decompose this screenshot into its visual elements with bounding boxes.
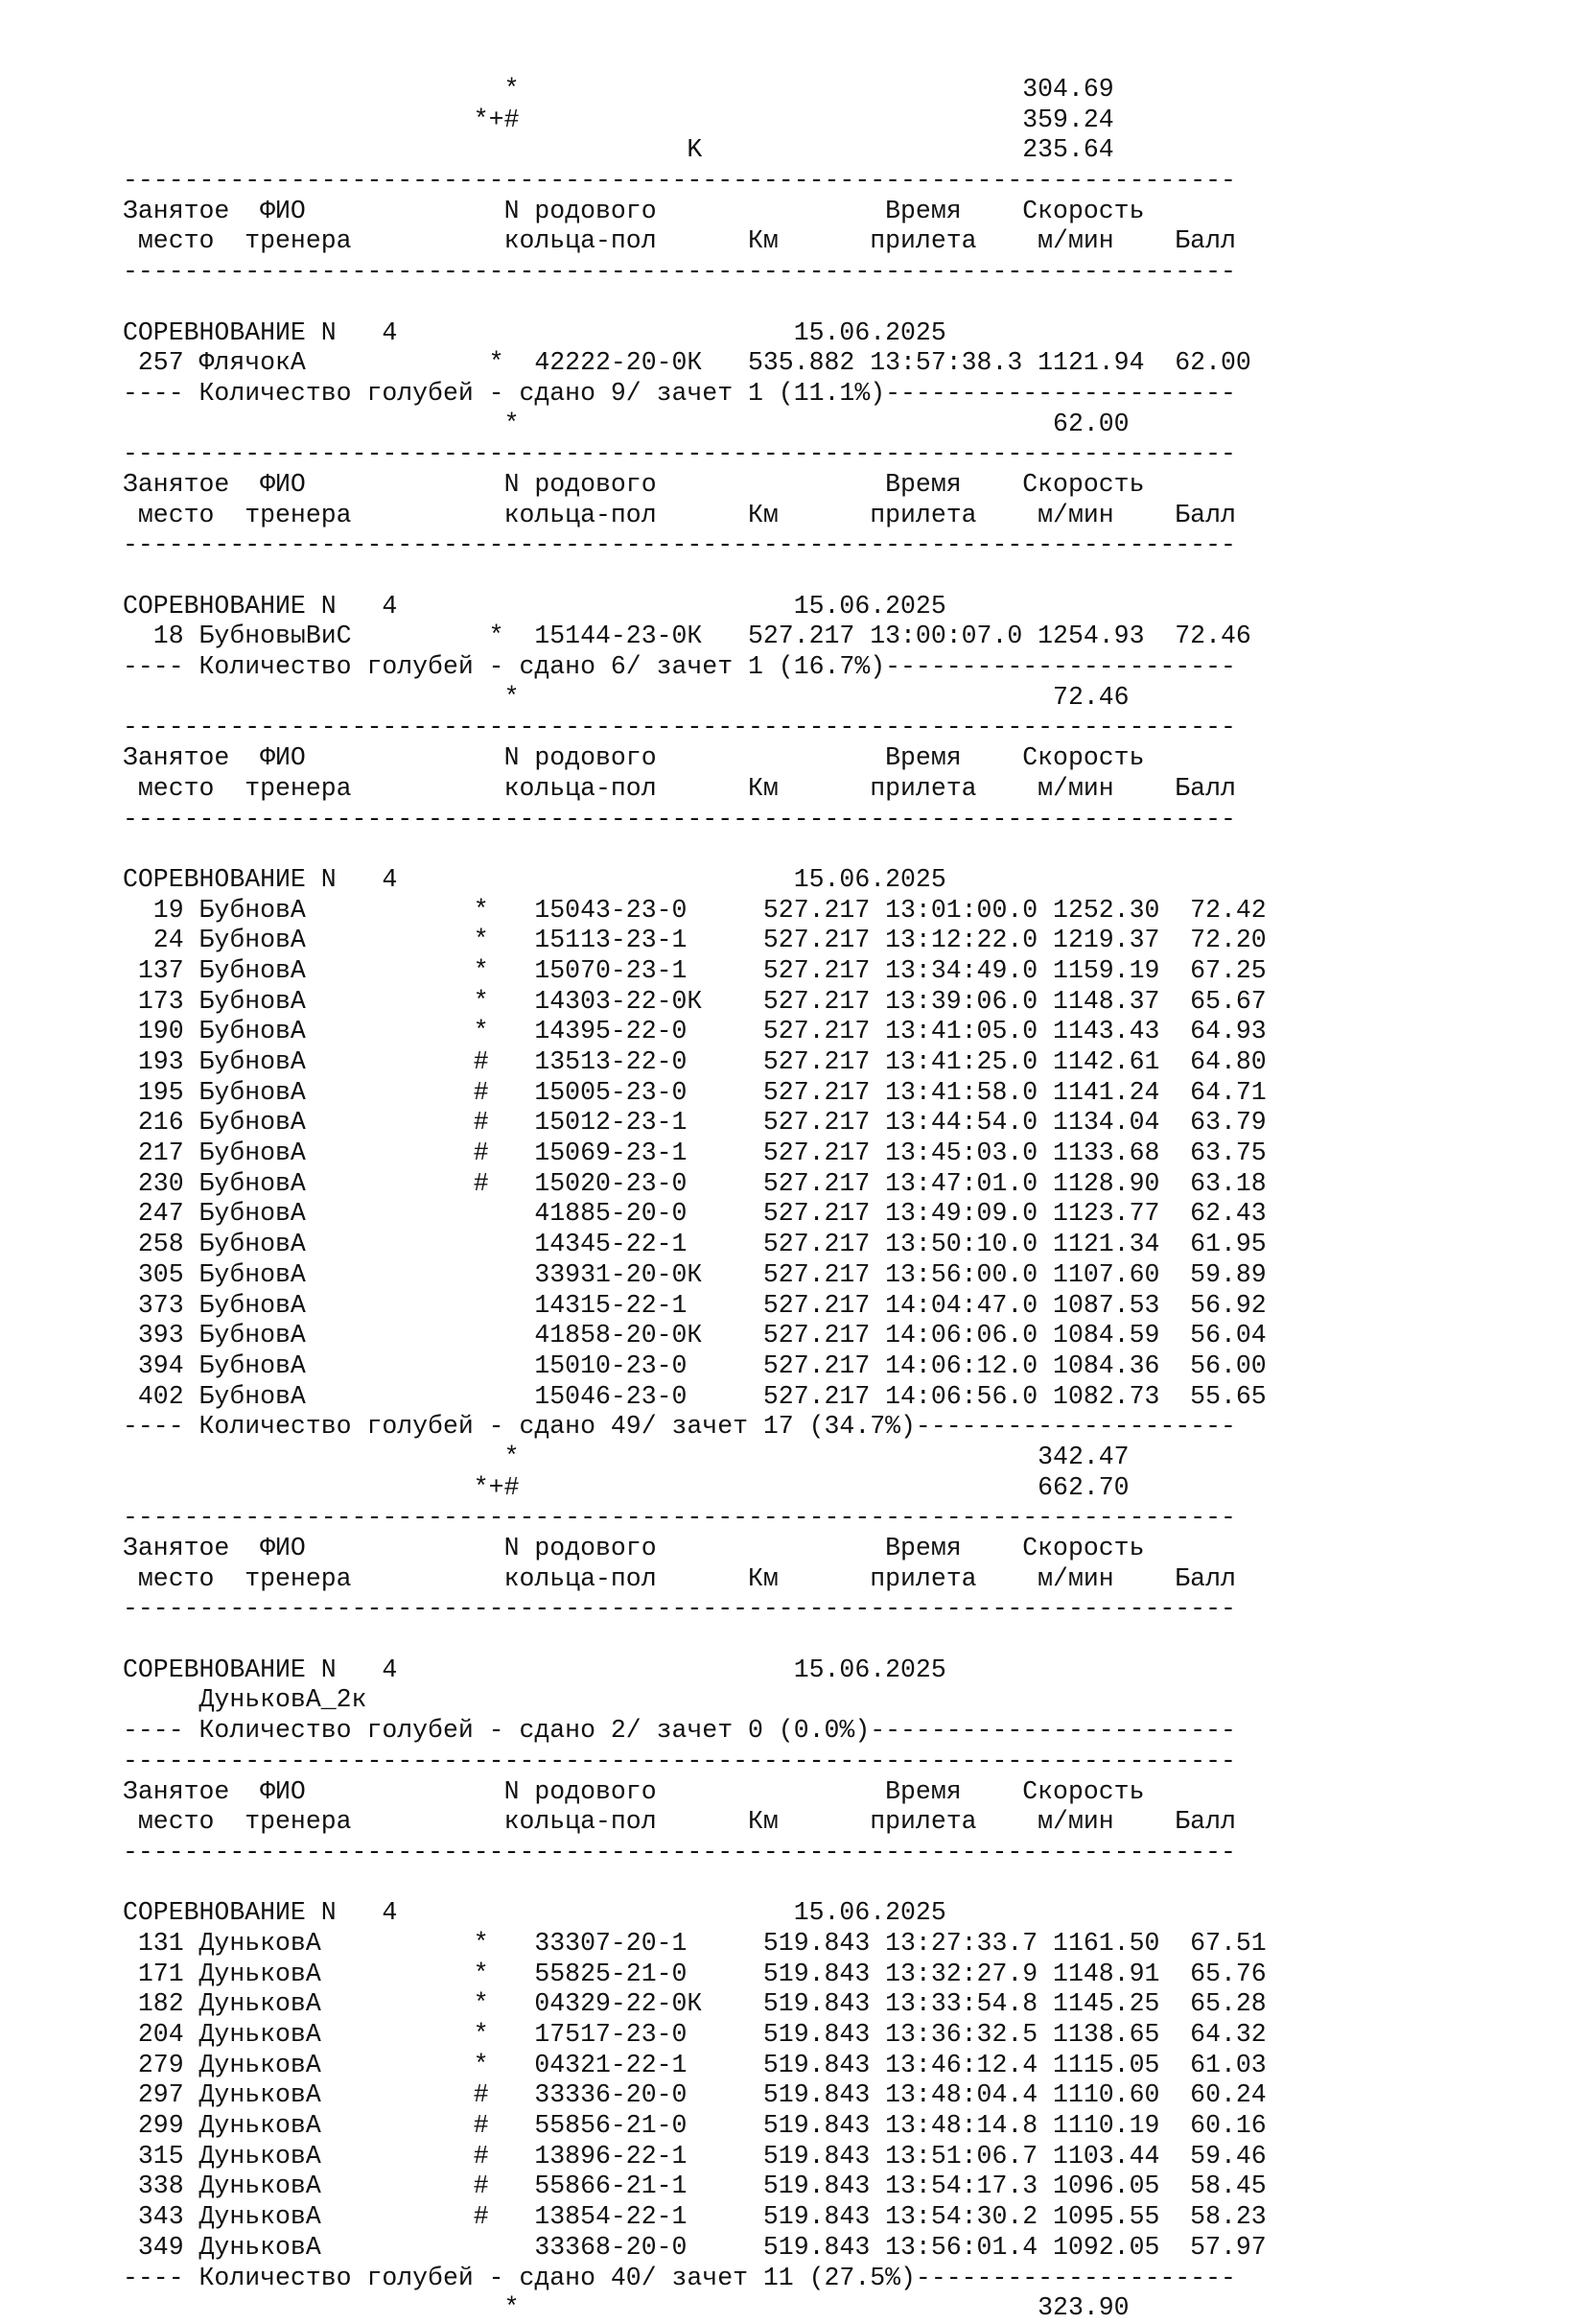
result-row: 18 БубновыВиС * 15144-23-0К 527.217 13:00:07.0 1254.93 72.46 (123, 622, 1251, 651)
result-row: 131 ДуньковА * 33307-20-1 519.843 13:27:33.7 1161.50 67.51 (123, 1928, 1267, 1958)
summary-line: ---- Количество голубей - сдано 2/ зачет 0 (0.0%)------------------------ (123, 1716, 1236, 1746)
blank-line (123, 561, 1267, 592)
column-header-line: место тренера кольца-пол Км прилета м/мин Балл (123, 773, 1236, 803)
result-row: 393 БубновА 41858-20-0К 527.217 14:06:06.0 1084.59 56.04 (123, 1321, 1267, 1350)
result-row: 315 ДуньковА # 13896-22-1 519.843 13:51:06.7 1103.44 59.46 (123, 2141, 1267, 2171)
result-row: 193 БубновА # 13513-22-0 527.217 13:41:25.0 1142.61 64.80 (123, 1047, 1267, 1076)
result-row: 338 ДуньковА # 55866-21-1 519.843 13:54:17.3 1096.05 58.45 (123, 2171, 1267, 2201)
separator-line: ------------------------------------------------------------------------- (123, 530, 1236, 560)
blank-line (123, 288, 1267, 318)
column-header-line: место тренера кольца-пол Км прилета м/мин Балл (123, 500, 1236, 529)
separator-line: ------------------------------------------------------------------------- (123, 1837, 1236, 1866)
total-line: * 304.69 (123, 75, 1114, 104)
total-line: * 342.47 (123, 1442, 1130, 1471)
result-row: 257 ФлячокА * 42222-20-0К 535.882 13:57:38.3 1121.94 62.00 (123, 348, 1251, 378)
column-header-line: Занятое ФИО N родового Время Скорость (123, 1776, 1145, 1806)
separator-line: ------------------------------------------------------------------------- (123, 166, 1236, 196)
result-row: 258 БубновА 14345-22-1 527.217 13:50:10.0 1121.34 61.95 (123, 1230, 1267, 1259)
separator-line: ------------------------------------------------------------------------- (123, 1594, 1236, 1624)
result-row: 279 ДуньковА * 04321-22-1 519.843 13:46:12.4 1115.05 61.03 (123, 2050, 1267, 2079)
summary-line: ---- Количество голубей - сдано 6/ зачет 1 (16.7%)----------------------- (123, 652, 1236, 682)
competition-header-line: СОРЕВНОВАНИЕ N 4 15.06.2025 (123, 1898, 946, 1928)
result-row: 217 БубновА # 15069-23-1 527.217 13:45:03.0 1133.68 63.75 (123, 1139, 1267, 1168)
column-header-line: Занятое ФИО N родового Время Скорость (123, 1534, 1145, 1562)
total-line: * 323.90 (123, 2293, 1130, 2323)
summary-line: ---- Количество голубей - сдано 49/ зачет 17 (34.7%)--------------------- (123, 1412, 1236, 1442)
blank-line (123, 1868, 1267, 1899)
result-row: 247 БубновА 41885-20-0 527.217 13:49:09.0 1123.77 62.43 (123, 1199, 1267, 1229)
total-line: * 72.46 (123, 682, 1130, 712)
result-row: 402 БубновА 15046-23-0 527.217 14:06:56.0 1082.73 55.65 (123, 1381, 1267, 1411)
separator-line: ------------------------------------------------------------------------- (123, 1746, 1236, 1775)
summary-line: ---- Количество голубей - сдано 40/ зачет 11 (27.5%)--------------------- (123, 2263, 1236, 2292)
separator-line: ------------------------------------------------------------------------- (123, 257, 1236, 287)
competition-header-line: СОРЕВНОВАНИЕ N 4 15.06.2025 (123, 591, 946, 621)
result-row: 216 БубновА # 15012-23-1 527.217 13:44:54.0 1134.04 63.79 (123, 1108, 1267, 1138)
results-report (123, 75, 1267, 2324)
column-header-line: Занятое ФИО N родового Время Скорость (123, 743, 1145, 773)
result-row: 230 БубновА # 15020-23-0 527.217 13:47:01.0 1128.90 63.18 (123, 1168, 1267, 1198)
column-header-line: место тренера кольца-пол Км прилета м/мин Балл (123, 226, 1236, 256)
result-row: 204 ДуньковА * 17517-23-0 519.843 13:36:32.5 1138.65 64.32 (123, 2020, 1267, 2049)
result-row: 19 БубновА * 15043-23-0 527.217 13:01:00.0 1252.30 72.42 (123, 895, 1267, 925)
column-header-line: Занятое ФИО N родового Время Скорость (123, 196, 1145, 225)
column-header-line: Занятое ФИО N родового Время Скорость (123, 469, 1145, 499)
column-header-line: место тренера кольца-пол Км прилета м/мин Балл (123, 1807, 1236, 1837)
separator-line: ------------------------------------------------------------------------- (123, 804, 1236, 833)
competition-header-line: СОРЕВНОВАНИЕ N 4 15.06.2025 (123, 317, 946, 347)
result-row: 343 ДуньковА # 13854-22-1 519.843 13:54:30.2 1095.55 58.23 (123, 2202, 1267, 2232)
result-row: 171 ДуньковА * 55825-21-0 519.843 13:32:27.9 1148.91 65.76 (123, 1959, 1267, 1988)
competition-header-line: СОРЕВНОВАНИЕ N 4 15.06.2025 (123, 1655, 946, 1684)
result-row: 297 ДуньковА # 33336-20-0 519.843 13:48:04.4 1110.60 60.24 (123, 2080, 1267, 2110)
total-line: *+# 359.24 (123, 105, 1114, 134)
total-line: ДуньковА_2к (123, 1685, 367, 1715)
competition-header-line: СОРЕВНОВАНИЕ N 4 15.06.2025 (123, 864, 946, 894)
result-row: 24 БубновА * 15113-23-1 527.217 13:12:22.0 1219.37 72.20 (123, 926, 1267, 955)
result-row: 182 ДуньковА * 04329-22-0К 519.843 13:33:54.8 1145.25 65.28 (123, 1989, 1267, 2019)
separator-line: ------------------------------------------------------------------------- (123, 439, 1236, 469)
summary-line: ---- Количество голубей - сдано 9/ зачет 1 (11.1%)----------------------- (123, 378, 1236, 408)
result-row: 137 БубновА * 15070-23-1 527.217 13:34:49.0 1159.19 67.25 (123, 955, 1267, 985)
blank-line (123, 1625, 1267, 1655)
blank-line (123, 834, 1267, 865)
result-row: 373 БубновА 14315-22-1 527.217 14:04:47.0 1087.53 56.92 (123, 1290, 1267, 1320)
result-row: 305 БубновА 33931-20-0К 527.217 13:56:00.0 1107.60 59.89 (123, 1259, 1267, 1289)
separator-line: ------------------------------------------------------------------------- (123, 1503, 1236, 1533)
result-row: 299 ДуньковА # 55856-21-0 519.843 13:48:14.8 1110.19 60.16 (123, 2111, 1267, 2141)
total-line: *+# 662.70 (123, 1472, 1130, 1502)
result-row: 190 БубновА * 14395-22-0 527.217 13:41:05.0 1143.43 64.93 (123, 1017, 1267, 1046)
column-header-line: место тренера кольца-пол Км прилета м/мин Балл (123, 1563, 1236, 1593)
total-line: K 235.64 (123, 135, 1114, 165)
result-row: 394 БубновА 15010-23-0 527.217 14:06:12.0 1084.36 56.00 (123, 1350, 1267, 1380)
result-row: 195 БубновА # 15005-23-0 527.217 13:41:58.0 1141.24 64.71 (123, 1077, 1267, 1107)
separator-line: ------------------------------------------------------------------------- (123, 713, 1236, 742)
total-line: * 62.00 (123, 409, 1130, 438)
result-row: 349 ДуньковА 33368-20-0 519.843 13:56:01.4 1092.05 57.97 (123, 2232, 1267, 2262)
result-row: 173 БубновА * 14303-22-0К 527.217 13:39:06.0 1148.37 65.67 (123, 986, 1267, 1016)
